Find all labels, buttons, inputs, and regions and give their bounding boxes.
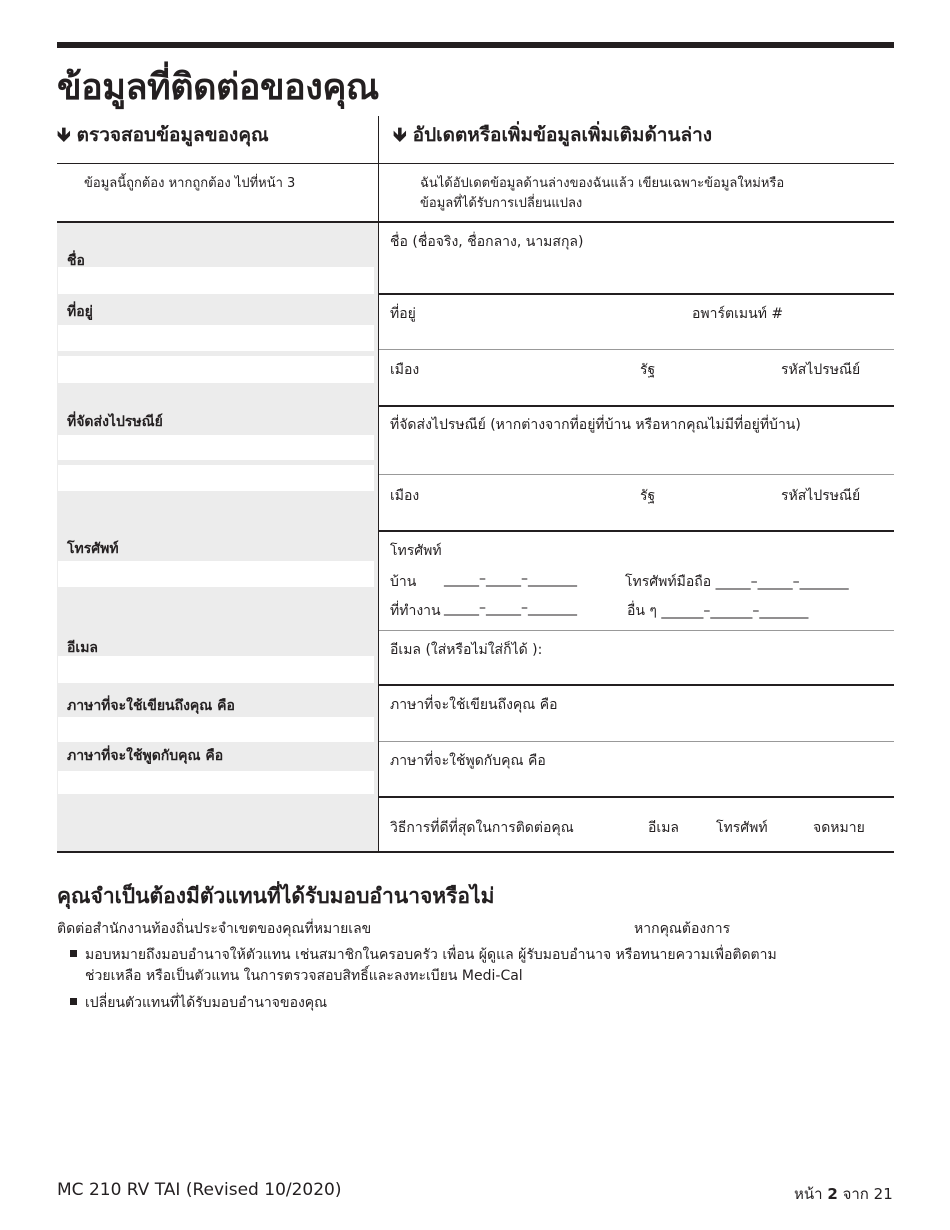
divider <box>379 741 894 742</box>
apartment-field[interactable]: อพาร์ตเมนท์ # <box>692 306 784 322</box>
label-spoken-language: ภาษาที่จะใช้พูดกับคุณ คือ <box>67 748 224 764</box>
address-line2-box <box>58 356 374 383</box>
list-item: มอบหมายถึงมอบอำนาจให้ตัวแทน เช่นสมาชิกในครอบครัว เพื่อน ผู้ดูแล ผู้รับมอบอำนาจ หรือทนายความเพื่อติดตาม <box>70 945 777 966</box>
left-column-header: 🡻 ตรวจสอบข้อมูลของคุณ <box>57 124 269 146</box>
table-bottom-rule <box>57 851 894 853</box>
form-id: MC 210 RV TAI (Revised 10/2020) <box>57 1180 342 1200</box>
phone-value-box <box>58 561 374 587</box>
label-mailing: ที่จัดส่งไปรษณีย์ <box>67 414 163 430</box>
divider <box>379 293 894 295</box>
top-rule <box>57 42 894 48</box>
divider <box>379 530 894 532</box>
contact-option-phone[interactable]: โทรศัพท์ <box>716 820 768 836</box>
mailing-city-field[interactable]: เมือง <box>390 488 420 504</box>
page-number: หน้า 2 จาก 21 <box>794 1185 893 1203</box>
label-name: ชื่อ <box>67 253 85 269</box>
written-language-field[interactable]: ภาษาที่จะใช้เขียนถึงคุณ คือ <box>390 697 558 713</box>
mobile-phone-field[interactable]: โทรศัพท์มือถือ _____–_____–_______ <box>625 574 849 590</box>
email-value-box <box>58 656 374 683</box>
representative-intro-right: หากคุณต้องการ <box>634 921 731 937</box>
email-field[interactable]: อีเมล (ใส่หรือไม่ใส่ก็ได้ ): <box>390 642 543 658</box>
representative-section-title: คุณจำเป็นต้องมีตัวแทนที่ได้รับมอบอำนาจหรือไม่ <box>57 884 495 908</box>
divider <box>379 349 894 350</box>
down-arrow-icon: 🡻 <box>393 124 407 146</box>
right-subheader-line2: ข้อมูลที่ได้รับการเปลี่ยนแปลง <box>420 196 583 211</box>
divider <box>379 405 894 407</box>
divider <box>57 163 894 164</box>
mailing-field[interactable]: ที่จัดส่งไปรษณีย์ (หากต่างจากที่อยู่ที่บ้าน หรือหากคุณไม่มีที่อยู่ที่บ้าน) <box>390 417 801 433</box>
city-field[interactable]: เมือง <box>390 362 420 378</box>
address-line1-box <box>58 325 374 351</box>
written-language-box <box>58 717 374 742</box>
right-column-header: 🡻 อัปเดตหรือเพิ่มข้อมูลเพิ่มเติมด้านล่าง <box>393 124 713 146</box>
spoken-language-field[interactable]: ภาษาที่จะใช้พูดกับคุณ คือ <box>390 753 546 769</box>
column-divider <box>378 116 379 853</box>
left-subheader: ข้อมูลนี้ถูกต้อง หากถูกต้อง ไปที่หน้า 3 <box>84 176 296 191</box>
list-item-continuation: ช่วยเหลือ หรือเป็นตัวแทน ในการตรวจสอบสิทธิ์และลงทะเบียน Medi-Cal <box>85 968 523 984</box>
divider <box>379 474 894 475</box>
name-field[interactable]: ชื่อ (ชื่อจริง, ชื่อกลาง, นามสกุล) <box>390 234 584 250</box>
label-email: อีเมล <box>67 640 99 656</box>
mailing-line2-box <box>58 465 374 491</box>
divider <box>379 796 894 798</box>
bullet-icon <box>70 998 77 1005</box>
name-value-box <box>58 267 374 294</box>
zip-field[interactable]: รหัสไปรษณีย์ <box>781 362 861 378</box>
best-contact-label: วิธีการที่ดีที่สุดในการติดต่อคุณ <box>390 820 574 836</box>
mailing-line1-box <box>58 435 374 460</box>
work-phone-field[interactable]: _____–_____–_______ <box>444 600 577 616</box>
page-title: ข้อมูลที่ติดต่อของคุณ <box>57 67 379 108</box>
list-item: เปลี่ยนตัวแทนที่ได้รับมอบอำนาจของคุณ <box>70 993 327 1014</box>
divider <box>379 684 894 686</box>
right-subheader-line1: ฉันได้อัปเดตข้อมูลด้านล่างของฉันแล้ว เขียนเฉพาะข้อมูลใหม่หรือ <box>420 176 785 191</box>
contact-option-email[interactable]: อีเมล <box>648 820 680 836</box>
other-phone-field[interactable]: อื่น ๆ ______–______–_______ <box>627 603 809 619</box>
label-phone: โทรศัพท์ <box>67 541 119 557</box>
divider <box>379 630 894 631</box>
contact-option-mail[interactable]: จดหมาย <box>813 820 865 836</box>
home-phone-label: บ้าน <box>390 574 417 590</box>
spoken-language-box <box>58 771 374 794</box>
address-field[interactable]: ที่อยู่ <box>390 306 416 322</box>
down-arrow-icon: 🡻 <box>57 124 71 146</box>
representative-intro: ติดต่อสำนักงานท้องถิ่นประจำเขตของคุณที่หมายเลข <box>57 921 372 937</box>
mailing-state-field[interactable]: รัฐ <box>640 488 656 504</box>
phone-heading: โทรศัพท์ <box>390 543 442 559</box>
mailing-zip-field[interactable]: รหัสไปรษณีย์ <box>781 488 861 504</box>
label-written-language: ภาษาที่จะใช้เขียนถึงคุณ คือ <box>67 698 235 714</box>
work-phone-label: ที่ทำงาน <box>390 603 441 619</box>
home-phone-field[interactable]: _____–_____–_______ <box>444 571 577 587</box>
label-address: ที่อยู่ <box>67 304 93 320</box>
bullet-icon <box>70 950 77 957</box>
state-field[interactable]: รัฐ <box>640 362 656 378</box>
